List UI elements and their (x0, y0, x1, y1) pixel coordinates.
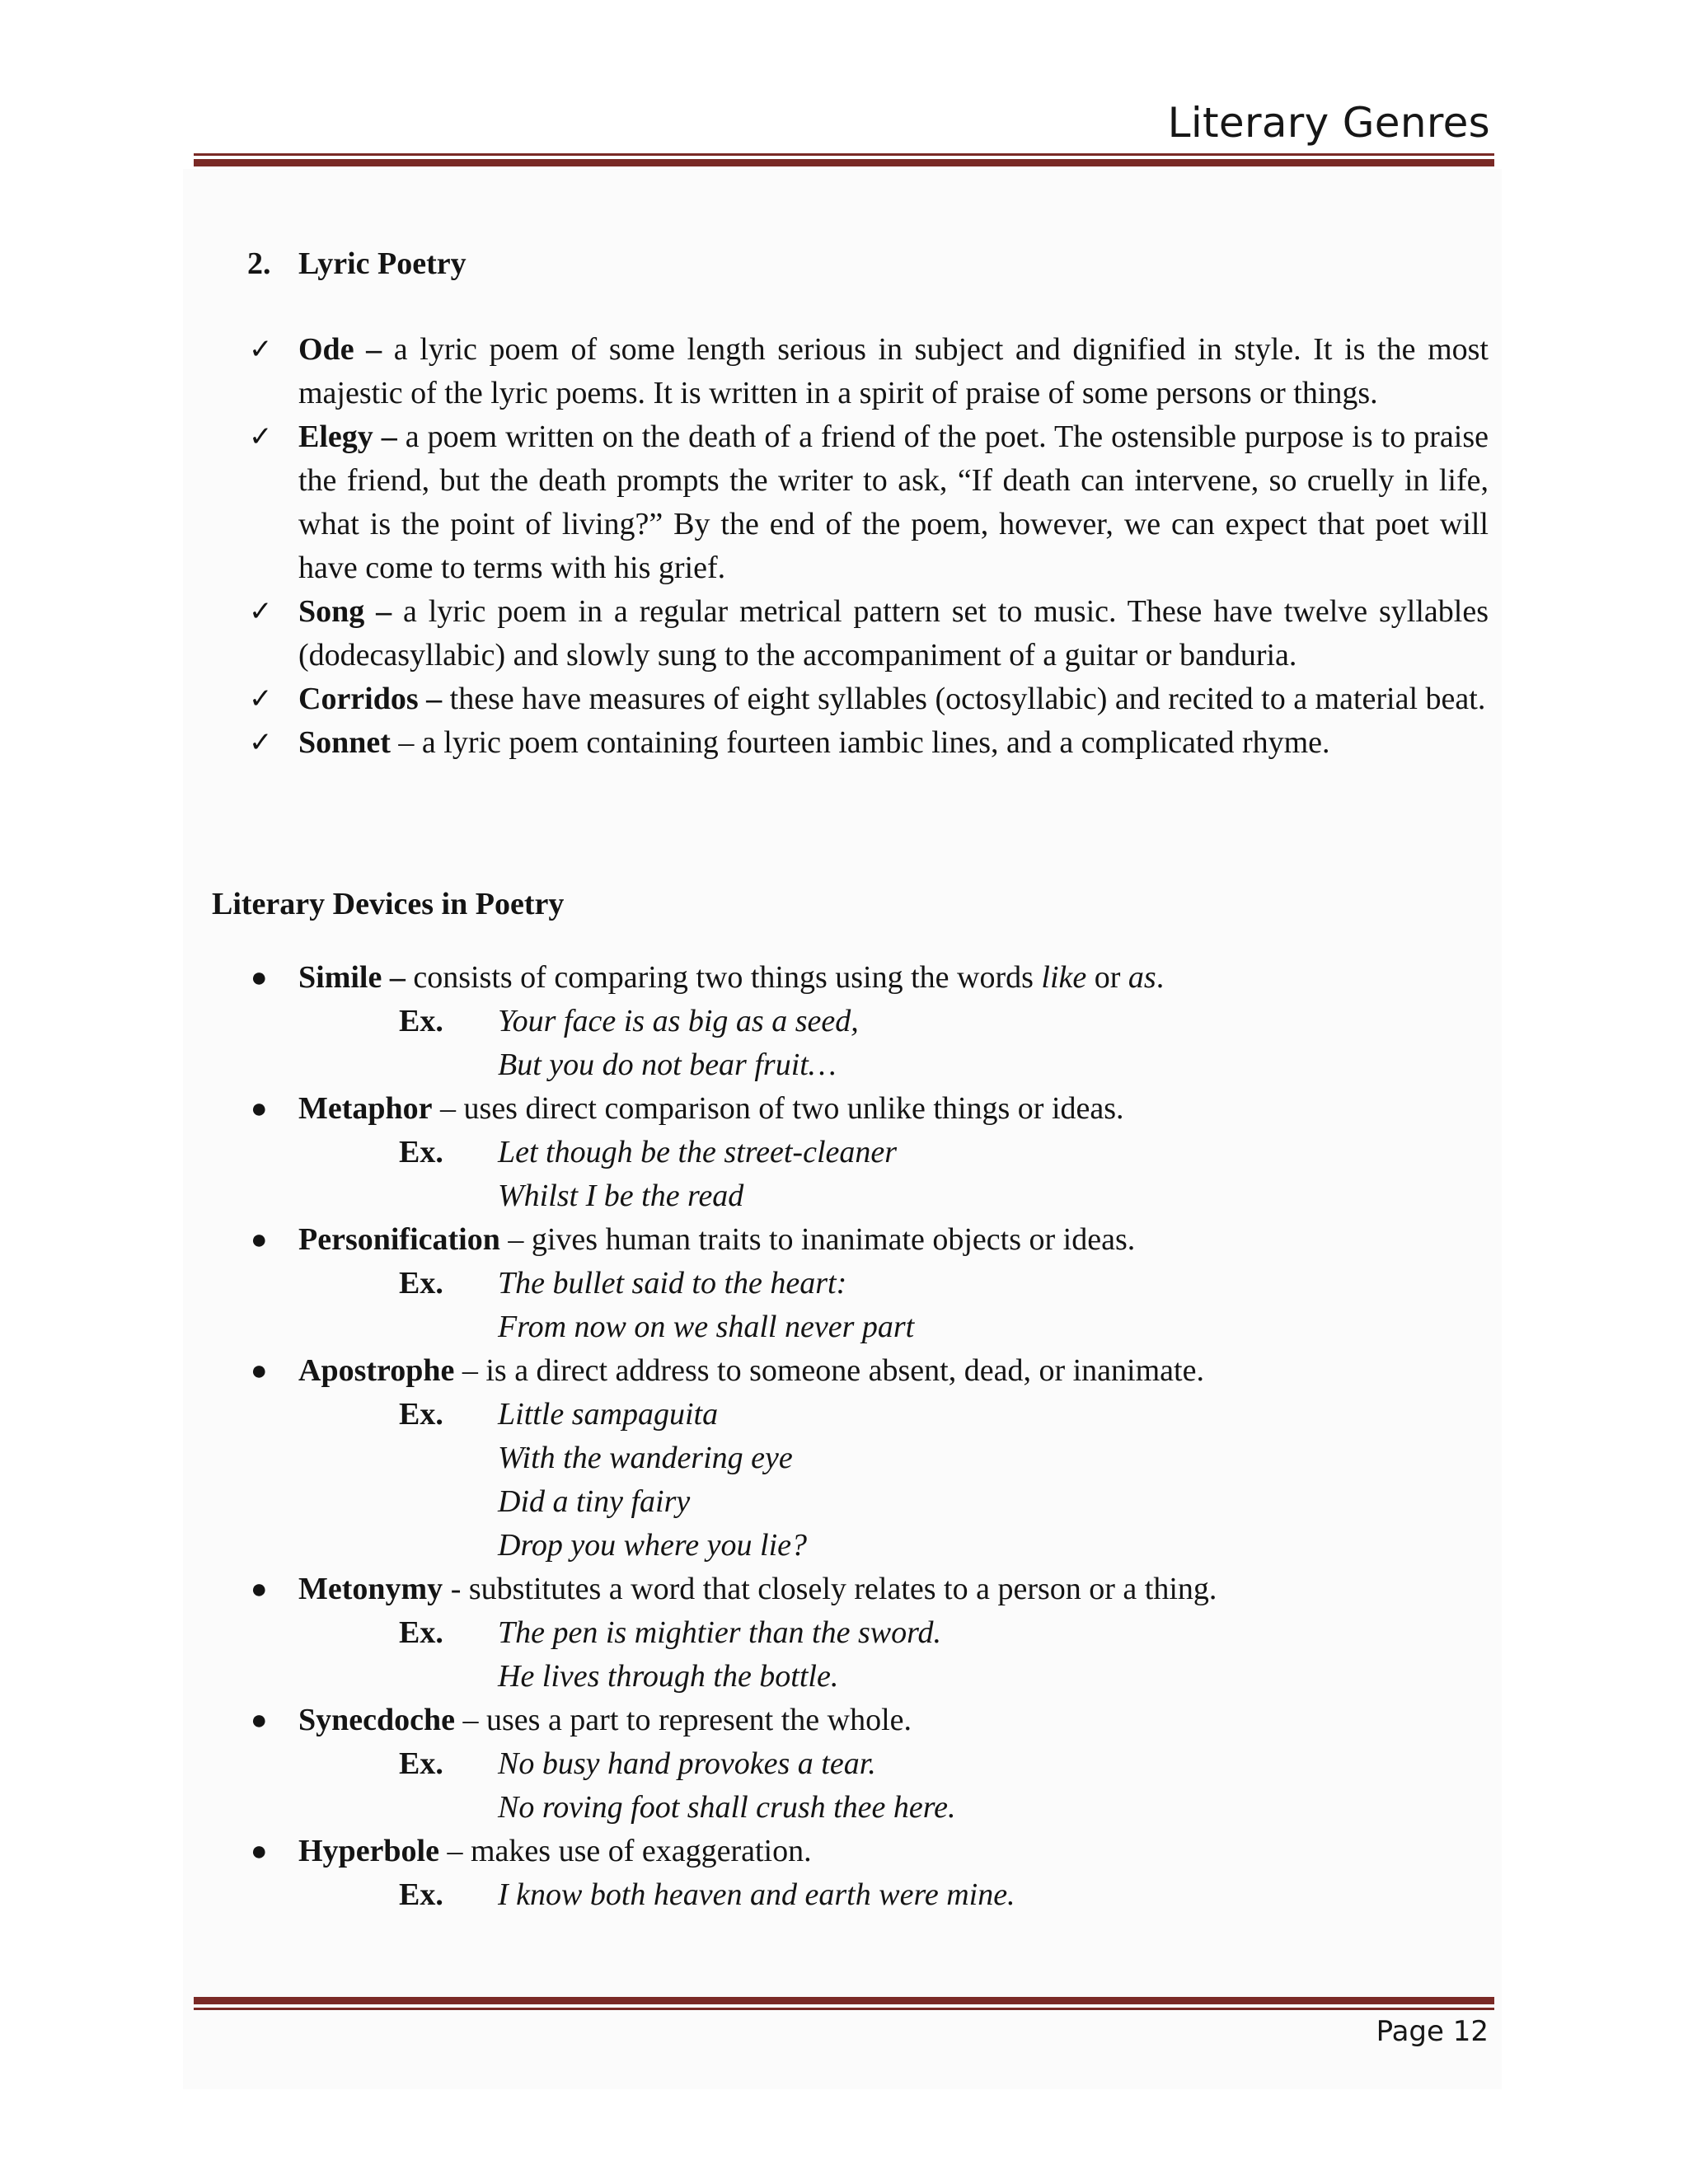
example-label: Ex. (399, 1877, 443, 1912)
example-label: Ex. (399, 1266, 443, 1301)
example-block (399, 1131, 1489, 1218)
term: Apostrophe (298, 1353, 455, 1388)
list-item (247, 1568, 1489, 1699)
example-line: Whilst I be the read (498, 1179, 744, 1213)
term: Simile – (298, 960, 406, 995)
list-item (247, 1349, 1489, 1568)
definition: - substitutes a word that closely relates to a person or a thing. (443, 1572, 1217, 1606)
bullet-icon: ● (251, 963, 268, 993)
list-item (247, 721, 1489, 765)
footer-rule (194, 1997, 1494, 2010)
definition-italic: like (1041, 960, 1087, 995)
example-line: I know both heaven and earth were mine. (498, 1877, 1015, 1912)
example-line: Did a tiny fairy (498, 1484, 691, 1519)
example-label: Ex. (399, 1135, 443, 1169)
bullet-icon: ● (251, 1836, 268, 1867)
section-number: 2. (247, 246, 271, 281)
list-item (247, 677, 1489, 721)
check-mark-icon: ✓ (249, 682, 273, 715)
definition: – uses direct comparison of two unlike things or ideas. (432, 1091, 1124, 1126)
check-mark-icon: ✓ (249, 595, 273, 628)
list-item (247, 1830, 1489, 1917)
term: Metonymy (298, 1572, 443, 1606)
list-item (247, 1218, 1489, 1349)
example-line: But you do not bear fruit… (498, 1047, 837, 1082)
term: Synecdoche (298, 1703, 455, 1737)
definition: – gives human traits to inanimate objects or ideas. (499, 1222, 1136, 1257)
devices-heading: Literary Devices in Poetry (212, 887, 565, 921)
example-label: Ex. (399, 1004, 443, 1038)
page-number: Page 12 (1376, 2015, 1489, 2048)
definition: a lyric poem of some length serious in subject and dignified in style. It is the most majestic of the lyric poems. It is written in a spirit of praise of some persons or things. (298, 332, 1489, 410)
list-item (247, 590, 1489, 677)
term: Song – (298, 594, 392, 629)
term: Metaphor (298, 1091, 433, 1126)
definition: or (1086, 960, 1128, 995)
section-heading (247, 242, 467, 286)
example-line: Little sampaguita (498, 1397, 719, 1432)
definition: a poem written on the death of a friend of the poet. The ostensible purpose is to praise the friend, but the death prompts the writer to ask, “If death can intervene, so cruelly in life, what is the point of living?” By the end of the poem, however, we can expect that poet will have come to terms with his grief. (298, 419, 1489, 585)
bullet-icon: ● (251, 1356, 268, 1386)
example-line: From now on we shall never part (498, 1310, 915, 1344)
term: Elegy – (298, 419, 397, 454)
check-mark-icon: ✓ (249, 420, 273, 453)
example-line: With the wandering eye (498, 1441, 793, 1475)
list-item (247, 415, 1489, 590)
lyric-types-list (247, 328, 1489, 765)
example-label: Ex. (399, 1615, 443, 1650)
term: Hyperbole (298, 1834, 439, 1868)
section-title: Lyric Poetry (298, 246, 467, 281)
term: Personification (298, 1222, 500, 1257)
example-line: No busy hand provokes a tear. (498, 1746, 876, 1781)
example-label: Ex. (399, 1397, 443, 1432)
definition-italic: as (1128, 960, 1156, 995)
bullet-icon: ● (251, 1574, 268, 1605)
list-item (247, 1699, 1489, 1830)
bullet-icon: ● (251, 1225, 268, 1255)
example-line: He lives through the bottle. (498, 1659, 839, 1694)
definition: . (1156, 960, 1165, 995)
definition: – uses a part to represent the whole. (455, 1703, 912, 1737)
example-line: Let though be the street-cleaner (498, 1135, 898, 1169)
definition: – is a direct address to someone absent, dead, or inanimate. (454, 1353, 1204, 1388)
term: Sonnet (298, 725, 391, 760)
example-block (399, 1393, 1489, 1568)
list-item (247, 328, 1489, 415)
list-item (247, 956, 1489, 1087)
definition: these have measures of eight syllables (octosyllabic) and recited to a material beat. (442, 682, 1486, 716)
example-line: The pen is mightier than the sword. (498, 1615, 941, 1650)
bullet-icon: ● (251, 1094, 268, 1124)
example-line: The bullet said to the heart: (498, 1266, 847, 1301)
bullet-icon: ● (251, 1705, 268, 1736)
term: Ode – (298, 332, 382, 367)
term: Corridos – (298, 682, 443, 716)
example-label: Ex. (399, 1746, 443, 1781)
definition: consists of comparing two things using the words (405, 960, 1042, 995)
definition: a lyric poem in a regular metrical pattern set to music. These have twelve syllables (dodecasyllabic) and slowly sung to the accompaniment of a guitar or banduria. (298, 594, 1489, 673)
check-mark-icon: ✓ (249, 333, 273, 366)
list-item (247, 1087, 1489, 1218)
example-line: Your face is as big as a seed, (498, 1004, 859, 1038)
example-block (399, 1873, 1489, 1917)
example-line: No roving foot shall crush thee here. (498, 1790, 956, 1825)
example-block (399, 1742, 1489, 1830)
example-block (399, 1262, 1489, 1349)
definition: – a lyric poem containing fourteen iambic lines, and a complicated rhyme. (390, 725, 1330, 760)
header-title: Literary Genres (1167, 99, 1490, 147)
check-mark-icon: ✓ (249, 726, 273, 759)
example-block (399, 1611, 1489, 1699)
example-line: Drop you where you lie? (498, 1528, 807, 1563)
example-block (399, 1000, 1489, 1087)
definition: – makes use of exaggeration. (438, 1834, 812, 1868)
devices-list (247, 956, 1489, 1917)
